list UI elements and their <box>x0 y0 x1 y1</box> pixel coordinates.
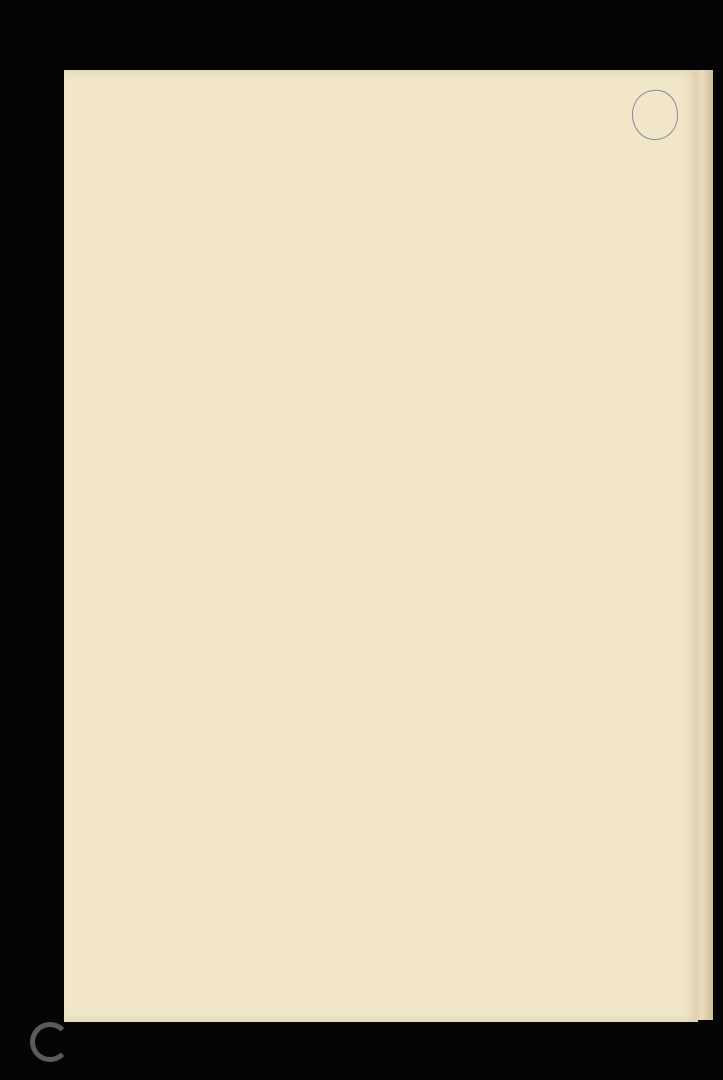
foundation-watermark <box>4 1000 184 1080</box>
document-page <box>64 70 698 1022</box>
book-spine <box>0 0 60 1080</box>
watermark-g-icon <box>30 1022 70 1062</box>
